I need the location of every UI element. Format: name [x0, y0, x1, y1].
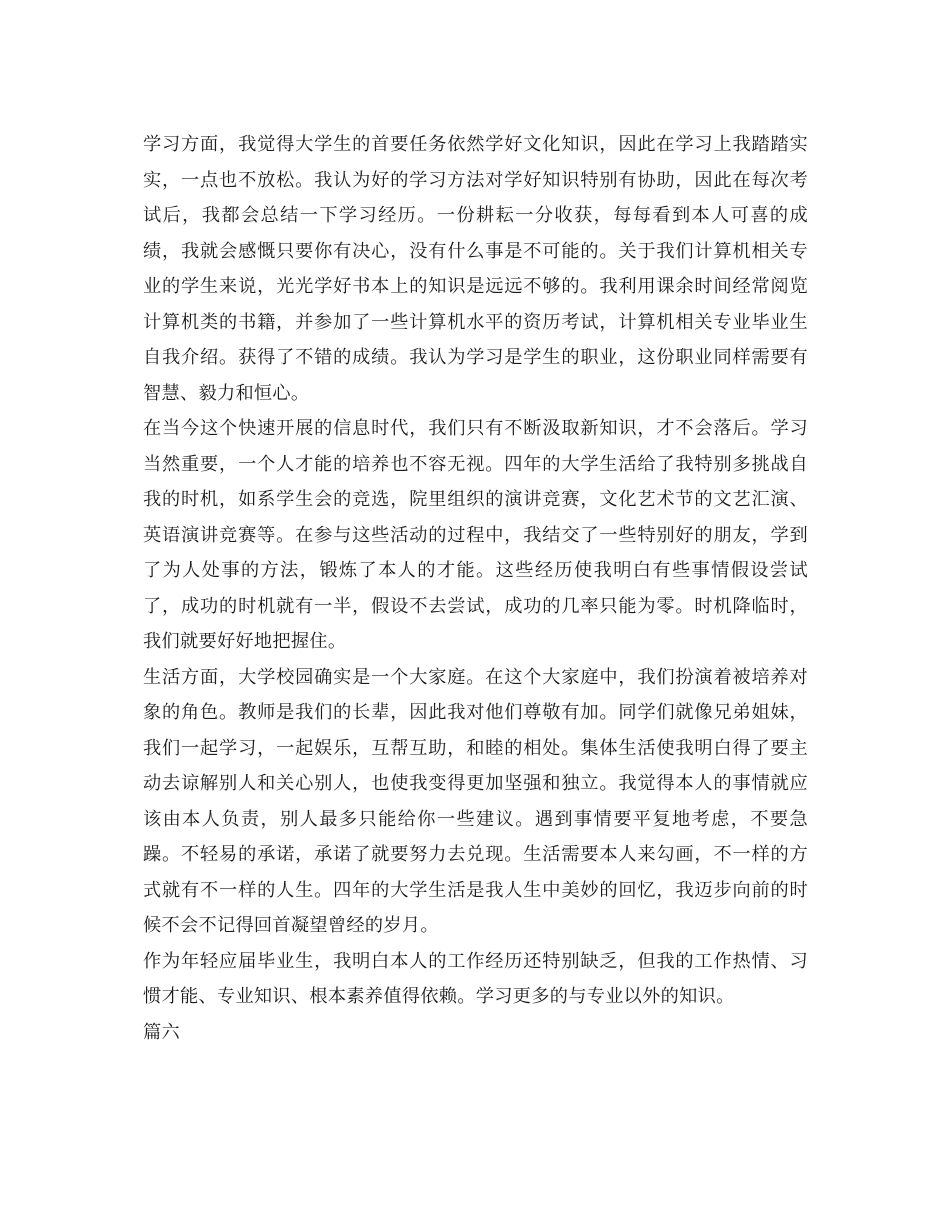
- paragraph-work: 作为年轻应届毕业生，我明白本人的工作经历还特别缺乏，但我的工作热情、习惯才能、专业知识、根本素养值得依赖。学习更多的与专业以外的知识。: [143, 950, 808, 1007]
- section-heading: 篇六: [143, 1021, 180, 1043]
- document-body: [143, 127, 808, 1050]
- paragraph-study: 学习方面，我觉得大学生的首要任务依然学好文化知识，因此在学习上我踏踏实实，一点也不放松。我认为好的学习方法对学好知识特别有协助，因此在每次考试后，我都会总结一下学习经历。一份耕耘一分收获，每每看到本人可喜的成绩，我就会感慨只要你有决心，没有什么事是不可能的。关于我们计算机相关专业的学生来说，光光学好书本上的知识是远远不够的。我利用课余时间经常阅览计算机类的书籍，并参加了一些计算机水平的资历考试，计算机相关专业毕业生自我介绍。获得了不错的成绩。我认为学习是学生的职业，这份职业同样需要有智慧、毅力和恒心。: [143, 134, 808, 404]
- paragraph-life: 生活方面，大学校园确实是一个大家庭。在这个大家庭中，我们扮演着被培养对象的角色。教师是我们的长辈，因此我对他们尊敬有加。同学们就像兄弟姐妹，我们一起学习，一起娱乐，互帮互助，和睦的相处。集体生活使我明白得了要主动去谅解别人和关心别人，也使我变得更加坚强和独立。我觉得本人的事情就应该由本人负责，别人最多只能给你一些建议。遇到事情要平复地考虑，不要急躁。不轻易的承诺，承诺了就要努力去兑现。生活需要本人来勾画，不一样的方式就有不一样的人生。四年的大学生活是我人生中美妙的回忆，我迈步向前的时候不会不记得回首凝望曾经的岁月。: [143, 666, 808, 936]
- paragraph-activities: 在当今这个快速开展的信息时代，我们只有不断汲取新知识，才不会落后。学习当然重要，一个人才能的培养也不容无视。四年的大学生活给了我特别多挑战自我的时机，如系学生会的竞选，院里组织的演讲竞赛，文化艺术节的文艺汇演、英语演讲竞赛等。在参与这些活动的过程中，我结交了一些特别好的朋友，学到了为人处事的方法，锻炼了本人的才能。这些经历使我明白有些事情假设尝试了，成功的时机就有一半，假设不去尝试，成功的几率只能为零。时机降临时，我们就要好好地把握住。: [143, 418, 808, 652]
